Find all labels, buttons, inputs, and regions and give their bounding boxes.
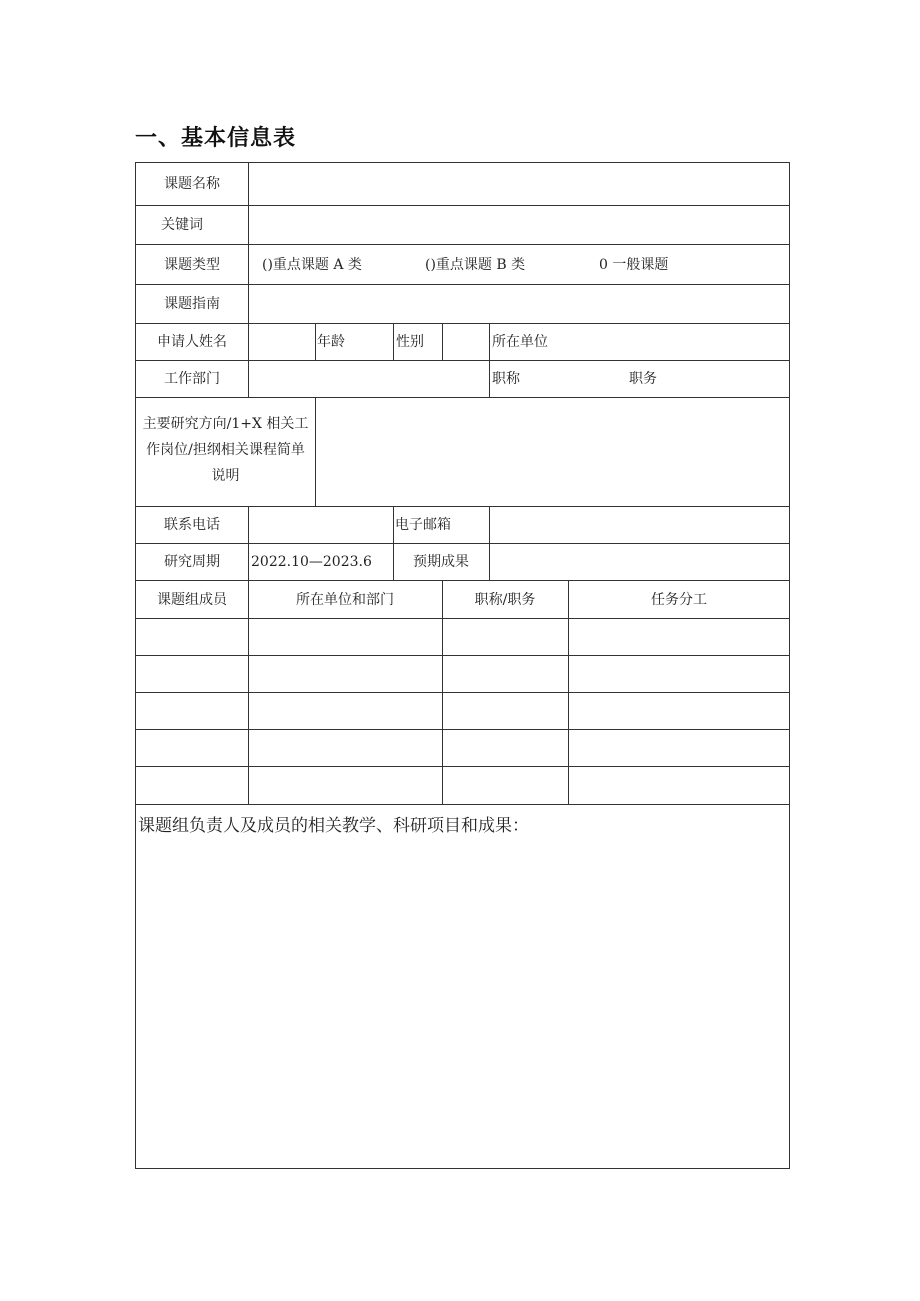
- member-title-cell[interactable]: [443, 767, 568, 804]
- topic-type-option-key-a[interactable]: ()重点课题 A 类: [262, 257, 362, 273]
- email-field[interactable]: [490, 507, 789, 543]
- member-unit-cell[interactable]: [249, 693, 442, 729]
- member-task-col-header: 任务分工: [651, 592, 707, 608]
- topic-guide-label: 课题指南: [164, 296, 220, 312]
- member-name-cell[interactable]: [136, 730, 248, 766]
- topic-name-field[interactable]: [249, 163, 789, 205]
- department-label: 工作部门: [164, 371, 220, 387]
- member-task-cell[interactable]: [569, 730, 789, 766]
- member-title-cell[interactable]: [443, 619, 568, 655]
- unit-field[interactable]: [556, 324, 789, 360]
- member-title-col-header: 职称/职务: [474, 592, 536, 608]
- row-divider: [136, 580, 789, 581]
- expected-results-label: 预期成果: [413, 554, 469, 570]
- applicant-name-field[interactable]: [249, 324, 315, 360]
- col-divider: [315, 323, 316, 360]
- topic-name-label: 课题名称: [164, 176, 220, 192]
- keywords-label: 关键词: [161, 217, 203, 233]
- member-name-cell[interactable]: [136, 656, 248, 692]
- member-col-header: 课题组成员: [157, 592, 227, 608]
- email-label: 电子邮箱: [395, 517, 451, 533]
- topic-type-option-key-b[interactable]: ()重点课题 B 类: [425, 257, 526, 273]
- member-name-cell[interactable]: [136, 619, 248, 655]
- member-name-cell[interactable]: [136, 693, 248, 729]
- member-unit-cell[interactable]: [249, 730, 442, 766]
- row-divider: [136, 804, 789, 805]
- research-direction-field[interactable]: [316, 398, 789, 506]
- period-label: 研究周期: [164, 554, 220, 570]
- phone-field[interactable]: [249, 507, 393, 543]
- research-direction-label: 主要研究方向/1+X 相关工 作岗位/担纲相关课程简单 说明: [142, 416, 309, 484]
- keywords-field[interactable]: [249, 206, 789, 244]
- phone-label: 联系电话: [164, 517, 220, 533]
- expected-results-field[interactable]: [490, 544, 789, 580]
- col-divider: [393, 506, 394, 580]
- department-field[interactable]: [249, 361, 489, 397]
- member-task-cell[interactable]: [569, 693, 789, 729]
- projects-results-field[interactable]: [136, 843, 789, 1168]
- period-value[interactable]: 2022.10—2023.6: [251, 554, 372, 570]
- unit-label: 所在单位: [492, 334, 548, 350]
- projects-results-heading: 课题组负责人及成员的相关教学、科研项目和成果：: [138, 816, 529, 836]
- member-unit-cell[interactable]: [249, 767, 442, 804]
- member-task-cell[interactable]: [569, 656, 789, 692]
- age-field[interactable]: [348, 324, 393, 360]
- member-unit-col-header: 所在单位和部门: [296, 592, 394, 608]
- topic-type-option-general[interactable]: 0 一般课题: [599, 257, 669, 273]
- title-label: 职称: [492, 371, 520, 387]
- basic-info-form: [135, 162, 790, 1169]
- member-unit-cell[interactable]: [249, 656, 442, 692]
- position-label: 职务: [629, 371, 657, 387]
- topic-type-label: 课题类型: [164, 257, 220, 273]
- gender-label: 性别: [396, 334, 424, 350]
- applicant-name-label: 申请人姓名: [157, 334, 227, 350]
- row-divider: [136, 244, 789, 245]
- member-name-cell[interactable]: [136, 767, 248, 804]
- member-task-cell[interactable]: [569, 619, 789, 655]
- page-title: 一、基本信息表: [135, 126, 297, 151]
- col-divider: [393, 323, 394, 360]
- member-title-cell[interactable]: [443, 730, 568, 766]
- member-title-cell[interactable]: [443, 693, 568, 729]
- gender-field[interactable]: [443, 324, 489, 360]
- age-label: 年龄: [317, 334, 345, 350]
- col-divider: [489, 323, 490, 397]
- topic-guide-field[interactable]: [249, 285, 789, 323]
- member-unit-cell[interactable]: [249, 619, 442, 655]
- member-title-cell[interactable]: [443, 656, 568, 692]
- member-task-cell[interactable]: [569, 767, 789, 804]
